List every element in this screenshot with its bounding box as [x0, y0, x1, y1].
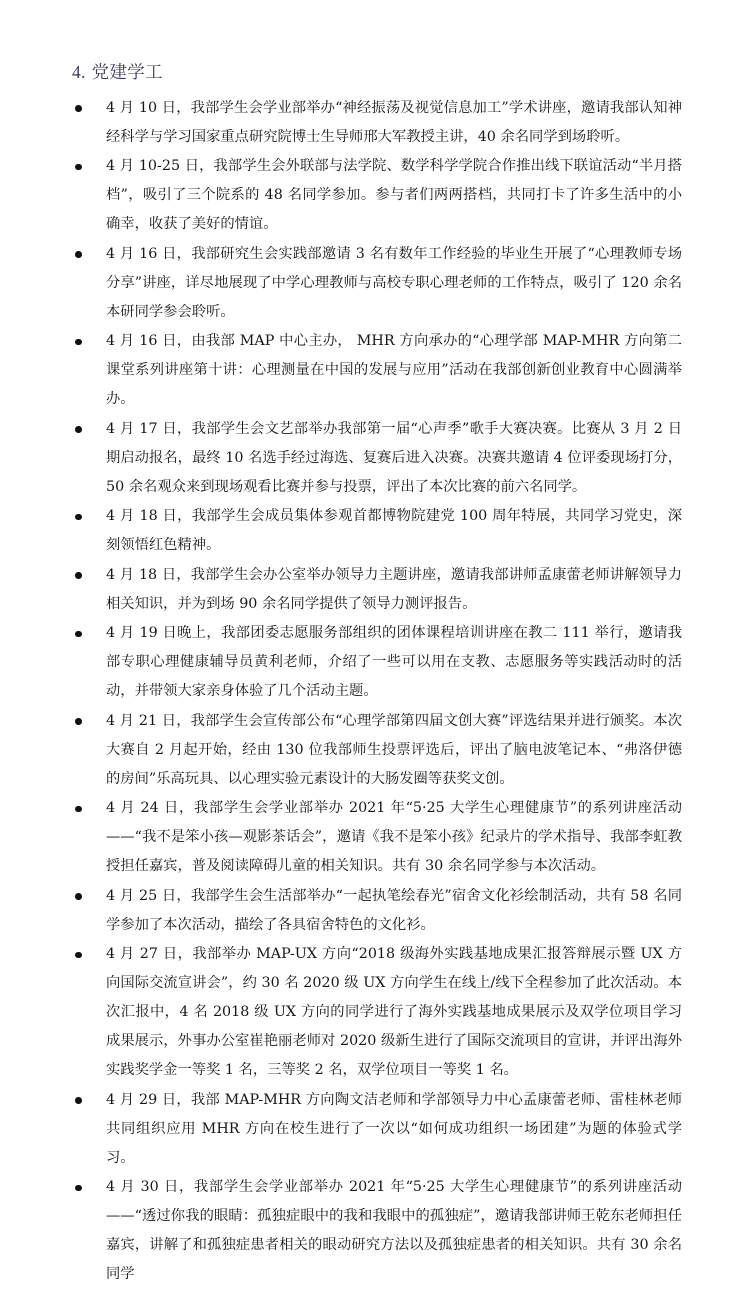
list-item — [72, 794, 682, 881]
list-item — [72, 327, 682, 414]
list-item-text: 4 月 16 日，我部研究生会实践部邀请 3 名有数年工作经验的毕业生开展了“心理教师专场分享”讲座，详尽地展现了中学心理教师与高校专职心理老师的工作特点，吸引了 120 余名本研同学参会聆听。 — [106, 245, 682, 320]
list-item — [72, 561, 682, 619]
list-item — [72, 1173, 682, 1289]
list-item-text: 4 月 21 日，我部学生会宣传部公布“心理学部第四届文创大赛”评选结果并进行颁奖。本次大赛自 2 月起开始，经由 130 位我部师生投票评选后，评出了脑电波笔记本、“弗洛伊德的房间”乐高玩具、以心理实验元素设计的大肠发圈等获奖文创。 — [106, 712, 682, 787]
list-item — [72, 1086, 682, 1173]
section-title: 党建学工 — [91, 63, 163, 83]
list-item-text: 4 月 25 日，我部学生会生活部举办“一起执笔绘春光”宿舍文化衫绘制活动，共有 58 名同学参加了本次活动，描绘了各具宿舍特色的文化衫。 — [106, 887, 682, 933]
list-item — [72, 94, 682, 152]
document-content — [72, 62, 682, 1290]
list-item-text: 4 月 19 日晚上，我部团委志愿服务部组织的团体课程培训讲座在教二 111 举行，邀请我部专职心理健康辅导员黄利老师，介绍了一些可以用在支教、志愿服务等实践活动时的活动，并带领大家亲身体验了几个活动主题。 — [106, 625, 682, 700]
activity-list — [72, 94, 682, 1290]
list-item-text: 4 月 17 日，我部学生会文艺部举办我部第一届“心声季”歌手大赛决赛。比赛从 3 月 2 日期启动报名，最终 10 名选手经过海选、复赛后进入决赛。决赛共邀请 4 位评委现场打分，50 余名观众来到现场观看比赛并参与投票，评出了本次比赛的前六名同学。 — [106, 420, 682, 495]
list-item — [72, 707, 682, 794]
list-item — [72, 619, 682, 706]
list-item-text: 4 月 10-25 日，我部学生会外联部与法学院、数学科学学院合作推出线下联谊活动“半月搭档”，吸引了三个院系的 48 名同学参加。参与者们两两搭档，共同打卡了许多生活中的小确幸，收获了美好的情谊。 — [106, 158, 682, 233]
section-number: 4. — [72, 62, 86, 82]
list-item-text: 4 月 10 日，我部学生会学业部举办“神经振荡及视觉信息加工”学术讲座，邀请我部认知神经科学与学习国家重点研究院博士生导师邢大军教授主讲，40 余名同学到场聆听。 — [106, 99, 682, 145]
list-item-text: 4 月 24 日，我部学生会学业部举办 2021 年“5·25 大学生心理健康节”的系列讲座活动——“我不是笨小孩—观影茶话会”，邀请《我不是笨小孩》纪录片的学术指导、我部李虹教授担任嘉宾，普及阅读障碍儿童的相关知识。共有 30 余名同学参与本次活动。 — [106, 800, 682, 875]
list-item-text: 4 月 29 日，我部 MAP-MHR 方向陶文洁老师和学部领导力中心孟康蕾老师、雷桂林老师共同组织应用 MHR 方向在校生进行了一次以“如何成功组织一场团建”为题的体验式学习。 — [106, 1091, 682, 1166]
list-item — [72, 415, 682, 502]
list-item-text: 4 月 27 日，我部举办 MAP-UX 方向“2018 级海外实践基地成果汇报答辩展示暨 UX 方向国际交流宣讲会”，约 30 名 2020 级 UX 方向学生在线上/线下全程参加了此次活动。本次汇报中，4 名 2018 级 UX 方向的同学进行了海外实践基地成果展示及双学位项目学习成果展示，外事办公室崔艳丽老师对 2020 级新生进行了国际交流项目的宣讲，并评出海外实践奖学金一等奖 1 名，三等奖 2 名，双学位项目一等奖 1 名。 — [106, 946, 682, 1079]
list-item — [72, 240, 682, 327]
list-item — [72, 502, 682, 560]
list-item-text: 4 月 18 日，我部学生会成员集体参观首都博物院建党 100 周年特展，共同学习党史，深刻领悟红色精神。 — [106, 508, 682, 554]
list-item-text: 4 月 18 日，我部学生会办公室举办领导力主题讲座，邀请我部讲师孟康蕾老师讲解领导力相关知识，并为到场 90 余名同学提供了领导力测评报告。 — [106, 566, 682, 612]
list-item-text: 4 月 30 日，我部学生会学业部举办 2021 年“5·25 大学生心理健康节”的系列讲座活动——“透过你我的眼睛：孤独症眼中的我和我眼中的孤独症”，邀请我部讲师王乾东老师担任嘉宾，讲解了和孤独症患者相关的眼动研究方法以及孤独症患者的相关知识。共有 30 余名同学 — [106, 1179, 682, 1283]
list-item — [72, 940, 682, 1085]
list-item — [72, 152, 682, 239]
page-title — [72, 62, 682, 85]
list-item-text: 4 月 16 日，由我部 MAP 中心主办， MHR 方向承办的“心理学部 MAP-MHR 方向第二课堂系列讲座第十讲：心理测量在中国的发展与应用”活动在我部创新创业教育中心圆满举办。 — [106, 333, 682, 408]
list-item — [72, 882, 682, 940]
